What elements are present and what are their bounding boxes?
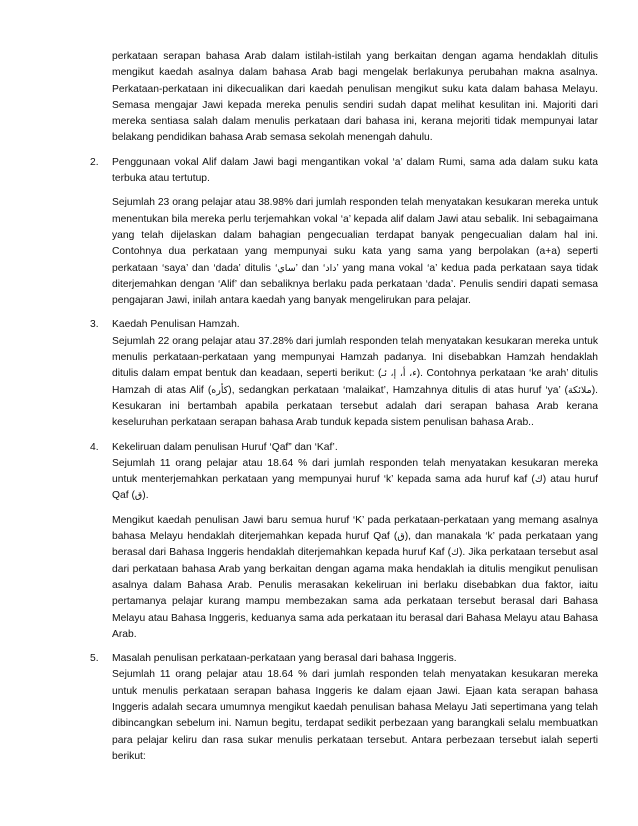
arabic-text: ق — [397, 531, 405, 543]
arabic-text: كأره — [211, 384, 229, 396]
list-item-number: 2. — [90, 156, 99, 168]
text-run: ). — [142, 490, 149, 502]
arabic-text: ك — [534, 474, 543, 486]
list-item — [90, 317, 598, 431]
text-run: Mengikut kaedah penulisan Jawi baru semua huruf ‘K’ pada perkataan-perkataan yang memang asalnya bahasa Melayu hendaklah diterjemahkan kepada huruf Qaf ( — [112, 514, 598, 543]
list-item-paragraph — [112, 195, 598, 309]
arabic-text: ق — [134, 490, 143, 502]
text-run: ’ dan ‘ — [295, 262, 326, 274]
arabic-text: ك — [451, 547, 459, 559]
text-run: ). Contohnya perkataan ‘ke arah’ ditulis Hamzah di atas Alif ( — [112, 368, 598, 396]
list-item-number: 4. — [90, 441, 99, 453]
text-run: Sejumlah 11 orang pelajar atau 18.64 % dari jumlah responden telah menyatakan kesukaran mereka untuk menterjemahkan perkataan yang mempunyai huruf ‘k’ kepada sama ada huruf kaf ( — [112, 457, 598, 486]
text-run: ), dan manakala ‘k’ pada perkataan yang berasal dari Bahasa Inggeris hendaklah diterjemahkan kepada huruf Kaf ( — [112, 531, 598, 559]
list-item — [90, 651, 598, 765]
text-run: ’ yang mana vokal ‘a’ kedua pada perkataan saya tidak diterjemahkan dengan ‘Alif’ dan sebaliknya berlaku pada perkataan ‘dada’. Penulis sendiri dapati semasa pengajaran Jawi, inilah antara kaedah yang banyak mengelirukan para pelajar. — [112, 262, 598, 307]
text-run: ). Jika perkataan tersebut asal dari perkataan bahasa Arab yang berkaitan dengan agama maka hendaklah ia ditulis mengikut penulisan asalnya dalam Bahasa Arab. Penulis merasakan kekeliruan ini berlaku disebabkan dua faktor, iaitu pertamanya pelajar kurang mampu membezakan sama ada perkataan tersebut berasal dari Bahasa Melayu atau Bahasa Inggeris, keduanya sama ada perkataan itu berasal dari Bahasa Melayu atau Bahasa Arab. — [112, 547, 598, 640]
list-item-number: 3. — [90, 319, 99, 331]
list-item-paragraph — [112, 513, 598, 643]
text-run: ) atau huruf Qaf ( — [112, 474, 598, 502]
list-item-heading: Kaedah Penulisan Hamzah. — [112, 319, 240, 331]
list-item-heading: Kekeliruan dalam penulisan Huruf ‘Qaf” dan ‘Kaf’. — [112, 441, 338, 453]
text-run: Sejumlah 23 orang pelajar atau 38.98% dari jumlah responden telah menyatakan kesukaran mereka untuk menentukan bila mereka perlu terjemahkan vokal ‘a’ kepada alif dalam Jawi atau sebalik. Ini sebagaimana yang telah dijelaskan dalam bahagian pengecualian terdapat banyak pengecualian dalam hal ini. Contohnya dua perkataan yang mempunyai suku kata yang sama yang berpolakan (a+a) seperti perkataan ‘saya’ dan ‘dada’ ditulis ‘ — [112, 197, 598, 274]
list-item — [90, 155, 598, 310]
list-item-paragraph — [112, 334, 598, 432]
list-item-paragraph: Sejumlah 11 orang pelajar atau 18.64 % dari jumlah responden telah menyatakan kesukaran mereka untuk menulis perkataan serapan bahasa Inggeris ke dalam ejaan Jawi. Ejaan kata serapan bahasa Inggeris adalah secara umumnya mengikut kaedah penulisan bahasa Melayu Jati sepertimana yang telah dibincangkan sebelum ini. Namun begitu, terdapat sedikit perbezaan yang barangkali selalu membuatkan para pelajar keliru dan rasa sukar menulis perkataan tersebut. Antara perbezaan tersebut ialah seperti berikut: — [112, 669, 598, 762]
list-item-paragraph — [112, 456, 598, 505]
arabic-text: ملائكة — [567, 384, 592, 396]
arabic-text: ء، أ، إ، ئـ — [381, 368, 417, 380]
text-run: Sejumlah 22 orang pelajar atau 37.28% dari jumlah responden telah menyatakan kesukaran mereka untuk menulis perkataan-perkataan yang mempunyai Hamzah padanya. Ini disebabkan Hamzah hendaklah ditulis dalam empat bentuk dan keadaan, seperti berikut: ( — [112, 335, 598, 380]
arabic-text: داد — [325, 262, 337, 274]
text-run: ). Kesukaran ini bertambah apabila perkataan tersebut adalah dari serapan bahasa Arab kerana keseluruhan perkataan serapan bahasa Arab tunduk kepada sistem penulisan bahasa Arab.. — [112, 384, 598, 429]
list-item — [90, 440, 598, 644]
list-item-number: 5. — [90, 653, 99, 665]
list-item-heading: Penggunaan vokal Alif dalam Jawi bagi mengantikan vokal ‘a’ dalam Rumi, sama ada dalam suku kata terbuka atau tertutup. — [112, 156, 598, 185]
intro-paragraph: perkataan serapan bahasa Arab dalam istilah-istilah yang berkaitan dengan agama hendaklah ditulis mengikut kaedah asalnya dalam bahasa Arab bagi mengelak berlakunya perubahan makna asalnya. Perkataan-perkataan ini dikecualikan dari kaedah penulisan mengikut suku kata dalam bahasa Melayu. Semasa mengajar Jawi kepada mereka penulis sendiri sudah dapat melihat kesulitan ini. Majoriti dari mereka sentiasa salah dalam menulis perkataan dari bahasa ini, kerana mejoriti tidak mempunyai latar belakang pendidikan bahasa Arab semasa sekolah menengah dahulu. — [112, 51, 598, 144]
list-item-heading: Masalah penulisan perkataan-perkataan yang berasal dari bahasa Inggeris. — [112, 653, 457, 665]
arabic-text: ساي — [277, 262, 296, 274]
document-body — [90, 49, 598, 765]
text-run: ), sedangkan perkataan ‘malaikat’, Hamzahnya ditulis di atas huruf ‘ya’ ( — [228, 384, 568, 396]
